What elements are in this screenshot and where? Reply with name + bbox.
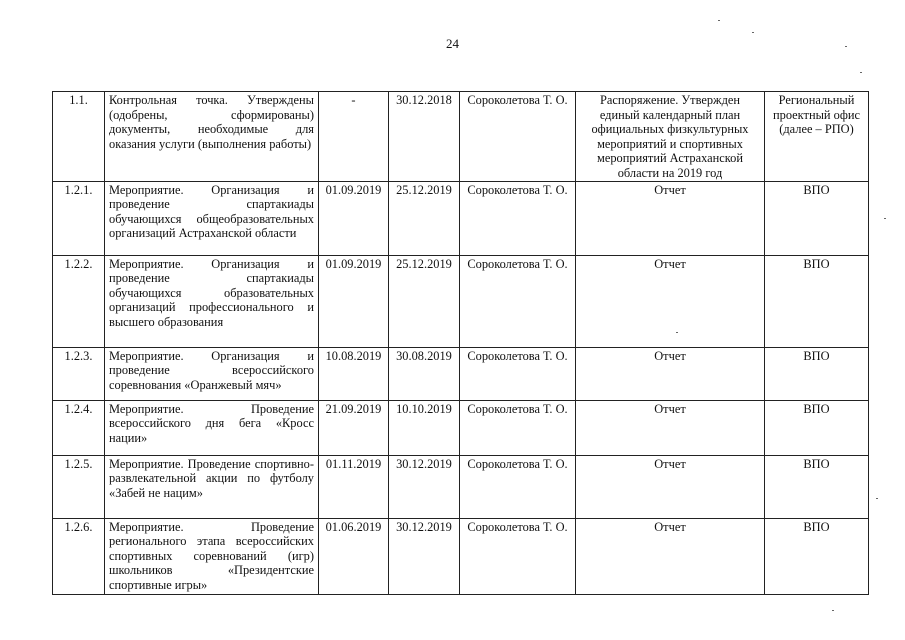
row-control: Региональный проектный офис (далее – РПО) [765, 92, 869, 182]
row-number: 1.2.1. [53, 181, 105, 255]
row-result: Распоряжение. Утвержден единый календарный план официальных физкультурных мероприятий и спортивных мероприятий Астраханской области на 2019 год [576, 92, 765, 182]
row-control: ВПО [765, 400, 869, 455]
row-end-date: 30.08.2019 [389, 347, 460, 400]
page-number: 24 [446, 36, 459, 51]
table-row [53, 181, 869, 255]
table-row [53, 518, 869, 594]
row-end-date: 25.12.2019 [389, 181, 460, 255]
row-number: 1.2.3. [53, 347, 105, 400]
row-start-date: 01.06.2019 [319, 518, 389, 594]
row-title: Мероприятие. Организация и проведение спартакиады обучающихся образовательных организаций профессионального и высшего образования [105, 255, 319, 347]
row-responsible: Сороколетова Т. О. [460, 347, 576, 400]
scan-speck [860, 72, 862, 73]
scan-speck [832, 610, 834, 611]
row-number: 1.2.4. [53, 400, 105, 455]
row-result: Отчет [576, 455, 765, 518]
row-end-date: 30.12.2019 [389, 455, 460, 518]
row-end-date: 30.12.2019 [389, 518, 460, 594]
row-end-date: 30.12.2018 [389, 92, 460, 182]
scan-speck [884, 218, 886, 219]
row-result: Отчет [576, 518, 765, 594]
table-row [53, 400, 869, 455]
row-start-date: - [319, 92, 389, 182]
row-result: Отчет [576, 255, 765, 347]
scan-speck [752, 32, 754, 33]
row-number: 1.2.6. [53, 518, 105, 594]
row-start-date: 10.08.2019 [319, 347, 389, 400]
table-row [53, 347, 869, 400]
row-title: Мероприятие. Организация и проведение спартакиады обучающихся общеобразовательных организаций Астраханской области [105, 181, 319, 255]
row-responsible: Сороколетова Т. О. [460, 455, 576, 518]
row-end-date: 10.10.2019 [389, 400, 460, 455]
scan-speck [718, 20, 720, 21]
row-control: ВПО [765, 181, 869, 255]
row-start-date: 21.09.2019 [319, 400, 389, 455]
row-title: Мероприятие. Проведение всероссийского дня бега «Кросс нации» [105, 400, 319, 455]
row-responsible: Сороколетова Т. О. [460, 400, 576, 455]
row-end-date: 25.12.2019 [389, 255, 460, 347]
row-control: ВПО [765, 347, 869, 400]
row-start-date: 01.09.2019 [319, 181, 389, 255]
table-row [53, 92, 869, 182]
row-control: ВПО [765, 518, 869, 594]
scan-speck [876, 498, 878, 499]
row-number: 1.2.5. [53, 455, 105, 518]
row-control: ВПО [765, 455, 869, 518]
row-title: Контрольная точка. Утверждены (одобрены, сформированы) документы, необходимые для оказания услуги (выполнения работы) [105, 92, 319, 182]
row-result: Отчет [576, 181, 765, 255]
row-title: Мероприятие. Проведение спортивно-развлекательной акции по футболу «Забей не нацим» [105, 455, 319, 518]
row-result: Отчет [576, 347, 765, 400]
row-start-date: 01.11.2019 [319, 455, 389, 518]
row-title: Мероприятие. Проведение регионального этапа всероссийских спортивных соревнований (игр) школьников «Президентские спортивные игры» [105, 518, 319, 594]
table-row [53, 455, 869, 518]
plan-table [52, 91, 869, 595]
row-title: Мероприятие. Организация и проведение всероссийского соревнования «Оранжевый мяч» [105, 347, 319, 400]
scan-speck [676, 332, 678, 333]
row-result: Отчет [576, 400, 765, 455]
row-control: ВПО [765, 255, 869, 347]
row-start-date: 01.09.2019 [319, 255, 389, 347]
scan-speck [845, 46, 847, 47]
row-number: 1.1. [53, 92, 105, 182]
row-number: 1.2.2. [53, 255, 105, 347]
row-responsible: Сороколетова Т. О. [460, 92, 576, 182]
row-responsible: Сороколетова Т. О. [460, 181, 576, 255]
row-responsible: Сороколетова Т. О. [460, 255, 576, 347]
row-responsible: Сороколетова Т. О. [460, 518, 576, 594]
table-row [53, 255, 869, 347]
